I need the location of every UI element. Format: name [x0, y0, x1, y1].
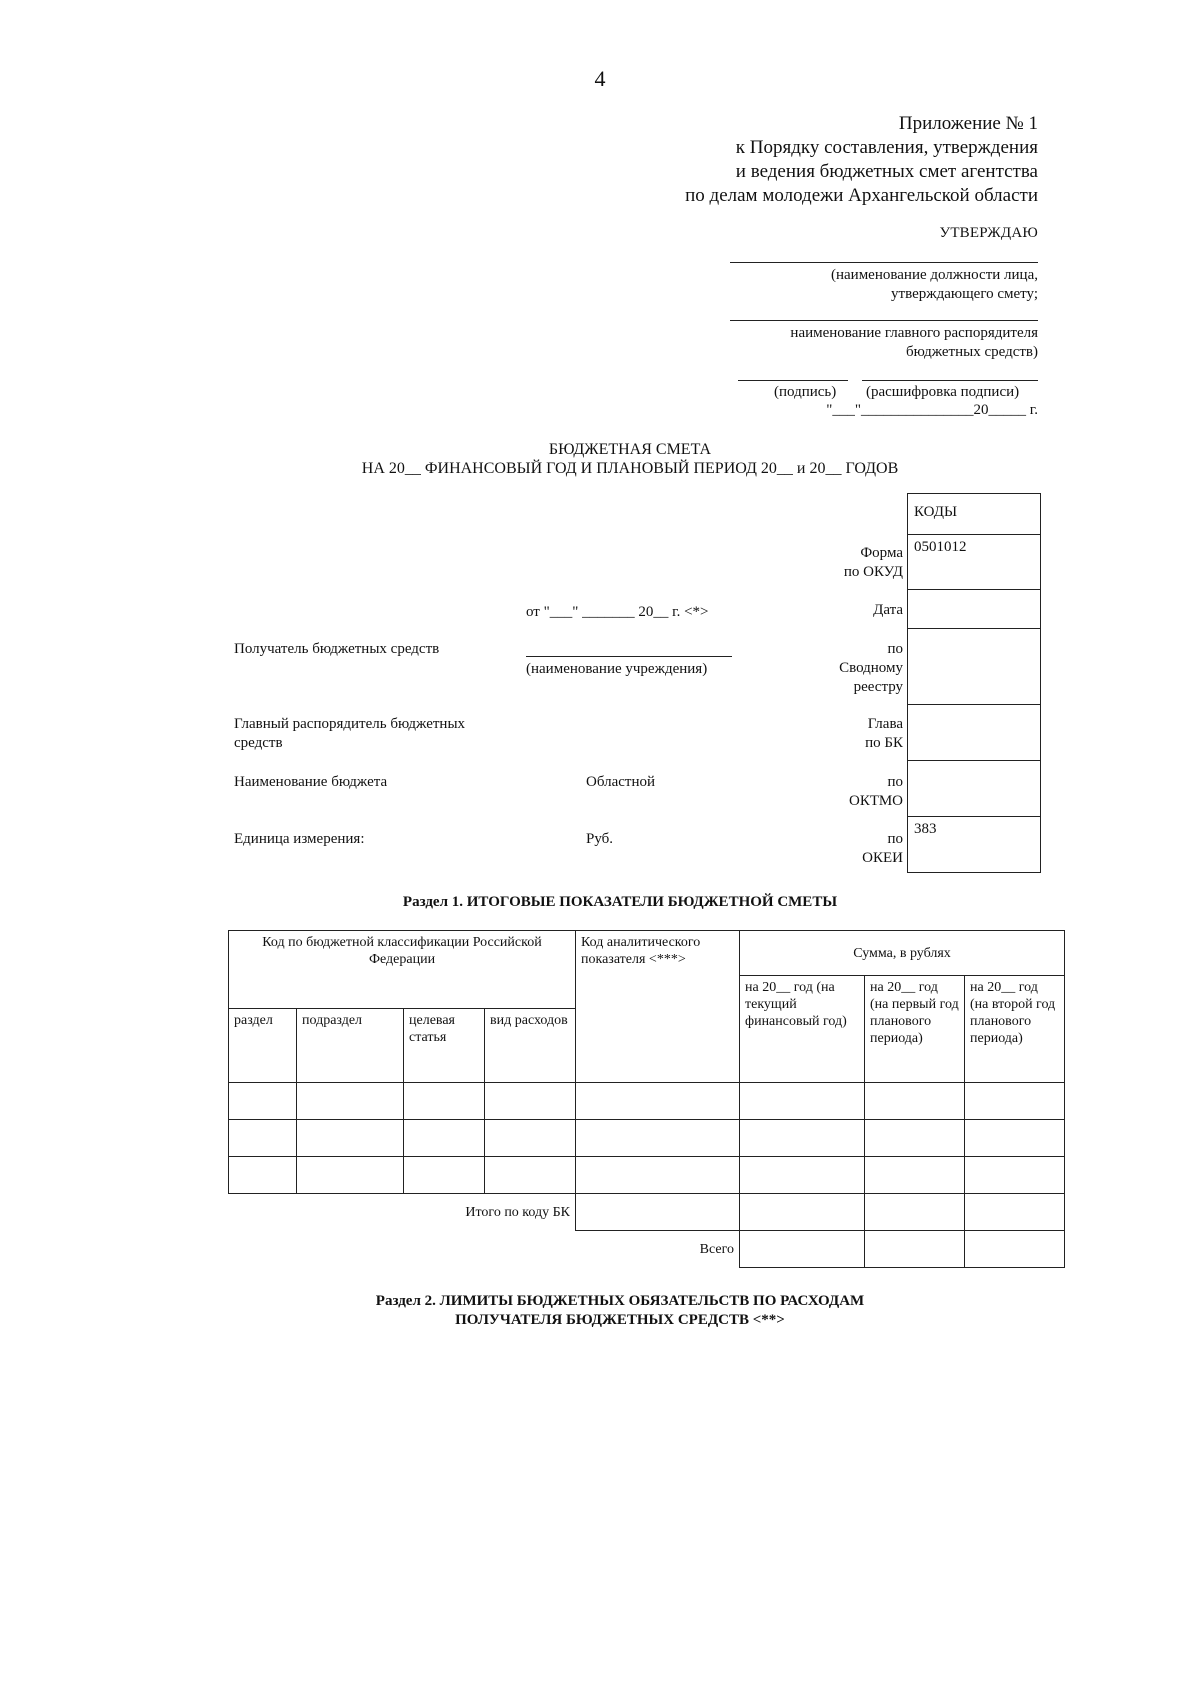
codes-label-okud: Форма по ОКУД [843, 545, 903, 580]
approve-date-line: "___"_______________20_____ г. [826, 402, 1038, 418]
col-bk-header: Код по бюджетной классификации Российской Федерации [229, 931, 576, 1009]
codes-box [907, 493, 1041, 873]
approve-title: УТВЕРЖДАЮ [939, 225, 1038, 241]
section1-table [228, 930, 1065, 1268]
estimate-title-line: БЮДЖЕТНАЯ СМЕТА [548, 441, 712, 458]
col-target: целевая статья [404, 1009, 485, 1083]
budget-label: Наименование бюджета [234, 774, 388, 790]
recipient-label: Получатель бюджетных средств [234, 641, 440, 657]
codes-value-okud: 0501012 [908, 534, 1040, 589]
hint-line: утверждающего смету; [891, 286, 1038, 302]
appendix-line: Приложение № 1 [898, 113, 1038, 134]
unit-value: Руб. [586, 831, 614, 847]
hint-line: (наименование должности лица, [830, 267, 1038, 283]
institution-line [526, 656, 732, 657]
budget-value: Областной [586, 774, 656, 790]
codes-title: КОДЫ [914, 504, 958, 520]
codes-label-chapter: Глава по БК [865, 716, 903, 751]
col-analytic-header: Код аналитического показателя <***> [576, 931, 740, 1083]
total-bk-row [229, 1194, 1065, 1231]
col-sum-current: на 20__ год (на текущий финансовый год) [740, 976, 865, 1083]
table-row [229, 1120, 1065, 1157]
codes-label-oktmo: по ОКТМО [849, 774, 903, 809]
page-number: 4 [594, 66, 606, 91]
manager-label: Главный распорядитель бюджетных средств [234, 716, 466, 751]
appendix-line: и ведения бюджетных смет агентства [735, 161, 1038, 182]
signature-line [730, 262, 1038, 263]
table-row [229, 1083, 1065, 1120]
signature-hint: (подпись) [774, 384, 837, 400]
col-razdel: раздел [229, 1009, 297, 1083]
codes-label-okei: по ОКЕИ [862, 831, 903, 866]
estimate-title [0, 440, 1200, 478]
unit-label: Единица измерения: [234, 831, 365, 847]
section2-title-line: ПОЛУЧАТЕЛЯ БЮДЖЕТНЫХ СРЕДСТВ <**> [455, 1312, 785, 1328]
total-all-label: Всего [229, 1231, 740, 1268]
col-sum-first: на 20__ год (на первый год планового периода) [865, 976, 965, 1083]
position-hint [831, 266, 1038, 304]
section2-title-line: Раздел 2. ЛИМИТЫ БЮДЖЕТНЫХ ОБЯЗАТЕЛЬСТВ ПО РАСХОДАМ [375, 1293, 865, 1309]
codes-value-oktmo [908, 760, 1040, 816]
signature-line [738, 380, 848, 381]
col-podrazdel: подраздел [297, 1009, 404, 1083]
total-all-row [229, 1231, 1065, 1268]
col-sum-header: Сумма, в рублях [740, 931, 1065, 976]
manager-hint [790, 324, 1038, 362]
codes-label-date: Дата [873, 602, 903, 618]
table-row [229, 1157, 1065, 1194]
section1-title: Раздел 1. ИТОГОВЫЕ ПОКАЗАТЕЛИ БЮДЖЕТНОЙ СМЕТЫ [402, 894, 838, 910]
signature-line [730, 320, 1038, 321]
codes-value-registry [908, 628, 1040, 704]
signature-line [862, 380, 1038, 381]
hint-line: бюджетных средств) [906, 344, 1038, 360]
codes-value-chapter [908, 704, 1040, 760]
appendix-line: к Порядку составления, утверждения [735, 137, 1038, 158]
section2-title [300, 1292, 940, 1330]
estimate-date-line: от "___" _______ 20__ г. <*> [526, 604, 709, 620]
col-sum-second: на 20__ год (на второй год планового периода) [965, 976, 1065, 1083]
col-vid: вид расходов [485, 1009, 576, 1083]
institution-hint: (наименование учреждения) [526, 661, 708, 677]
hint-line: наименование главного распорядителя [790, 325, 1038, 341]
decode-hint: (расшифровка подписи) [866, 384, 1020, 400]
codes-label-registry: по Сводному реестру [839, 641, 903, 695]
appendix-line: по делам молодежи Архангельской области [685, 185, 1038, 206]
estimate-title-line: НА 20__ ФИНАНСОВЫЙ ГОД И ПЛАНОВЫЙ ПЕРИОД 20__ и 20__ ГОДОВ [361, 460, 899, 477]
codes-value-date [908, 589, 1040, 628]
total-bk-label: Итого по коду БК [229, 1194, 576, 1231]
appendix-block [685, 112, 1038, 208]
codes-value-okei: 383 [908, 816, 1040, 872]
